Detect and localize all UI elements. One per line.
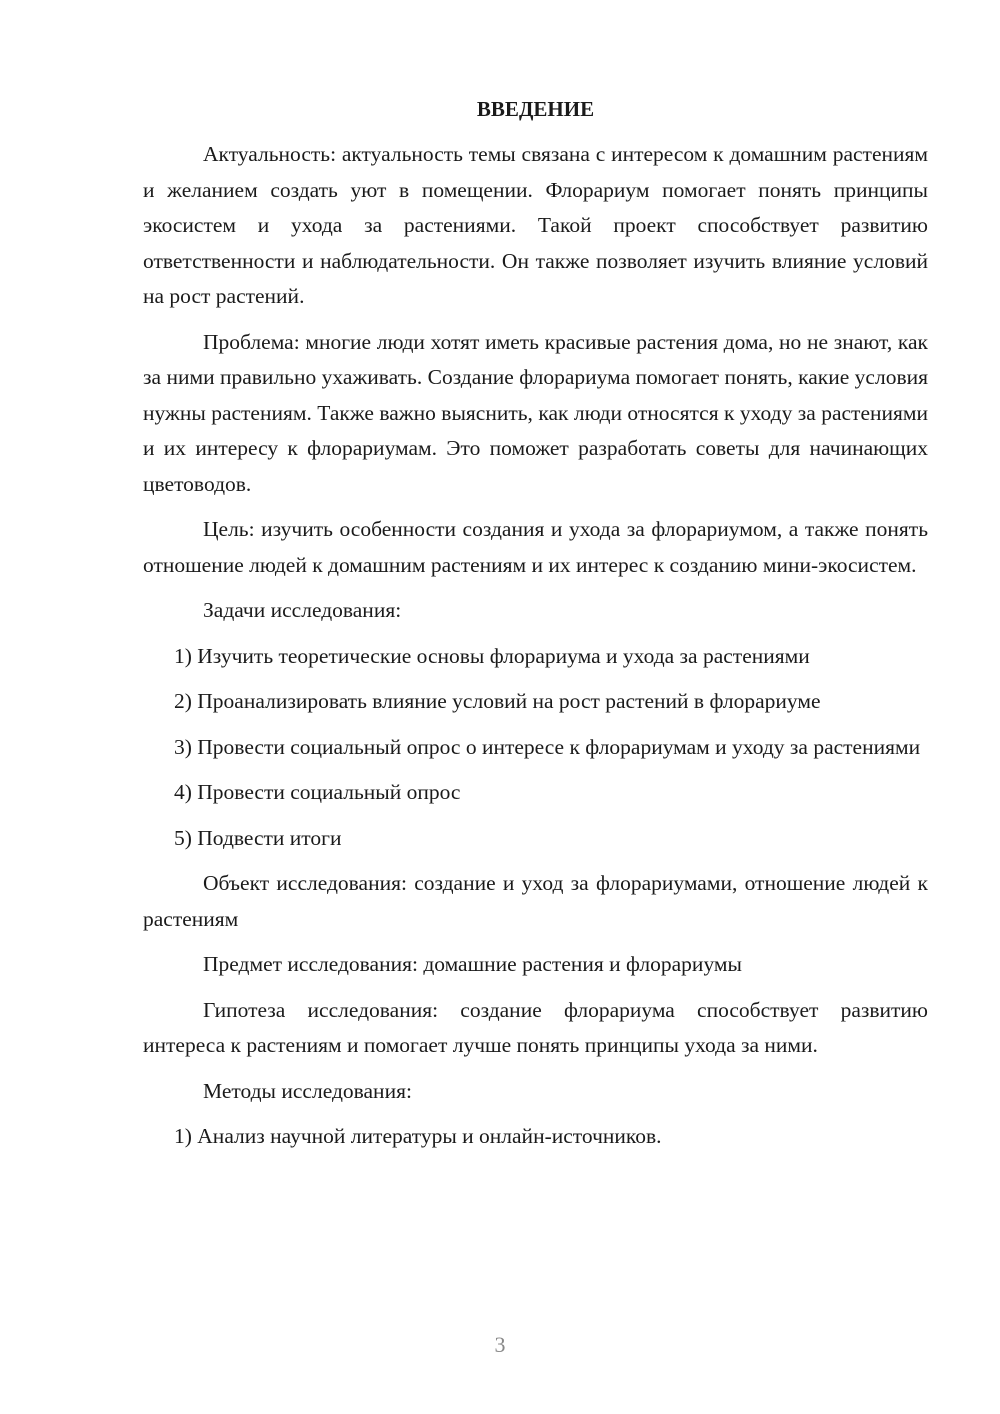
object-paragraph: Объект исследования: создание и уход за флорариумами, отношение людей к растениям <box>143 871 928 931</box>
page-number: 3 <box>494 1332 506 1357</box>
subject-paragraph: Предмет исследования: домашние растения и флорариумы <box>203 952 742 976</box>
methods-title: Методы исследования: <box>203 1078 412 1103</box>
method-item-1: 1) Анализ научной литературы и онлайн-источников. <box>174 1124 662 1148</box>
task-item-2: 2) Проанализировать влияние условий на рост растений в флорариуме <box>174 689 821 713</box>
relevance-paragraph: Актуальность: актуальность темы связана с интересом к домашним растениям и желанием создать уют в помещении. Флорариум помогает понять принципы экосистем и ухода за растениями. Такой проект способствует развитию ответственности и наблюдательности. Он также позволяет изучить влияние условий на рост растений. <box>143 142 928 308</box>
hypothesis-paragraph: Гипотеза исследования: создание флорариума способствует развитию интереса к растениям и помогает лучше понять принципы ухода за ними. <box>143 997 928 1057</box>
task-item-1: 1) Изучить теоретические основы флорариума и ухода за растениями <box>174 643 810 668</box>
task-item-4: 4) Провести социальный опрос <box>174 780 461 804</box>
section-heading: ВВЕДЕНИЕ <box>476 97 595 121</box>
problem-paragraph: Проблема: многие люди хотят иметь красивые растения дома, но не знают, как за ними правильно ухаживать. Создание флорариума помогает понять, какие условия нужны растениям. Также важно выяснить, как люди относятся к уходу за растениями и их интересу к флорариумам. Это поможет разработать советы для начинающих цветоводов. <box>143 329 928 496</box>
tasks-title: Задачи исследования: <box>203 598 402 622</box>
task-item-5: 5) Подвести итоги <box>174 825 342 850</box>
task-item-3: 3) Провести социальный опрос о интересе к флорариумам и уходу за растениями <box>174 734 921 759</box>
document-page <box>143 92 928 1165</box>
goal-paragraph: Цель: изучить особенности создания и ухода за флорариумом, а также понять отношение людей к домашним растениям и их интерес к созданию мини-экосистем. <box>143 517 928 577</box>
